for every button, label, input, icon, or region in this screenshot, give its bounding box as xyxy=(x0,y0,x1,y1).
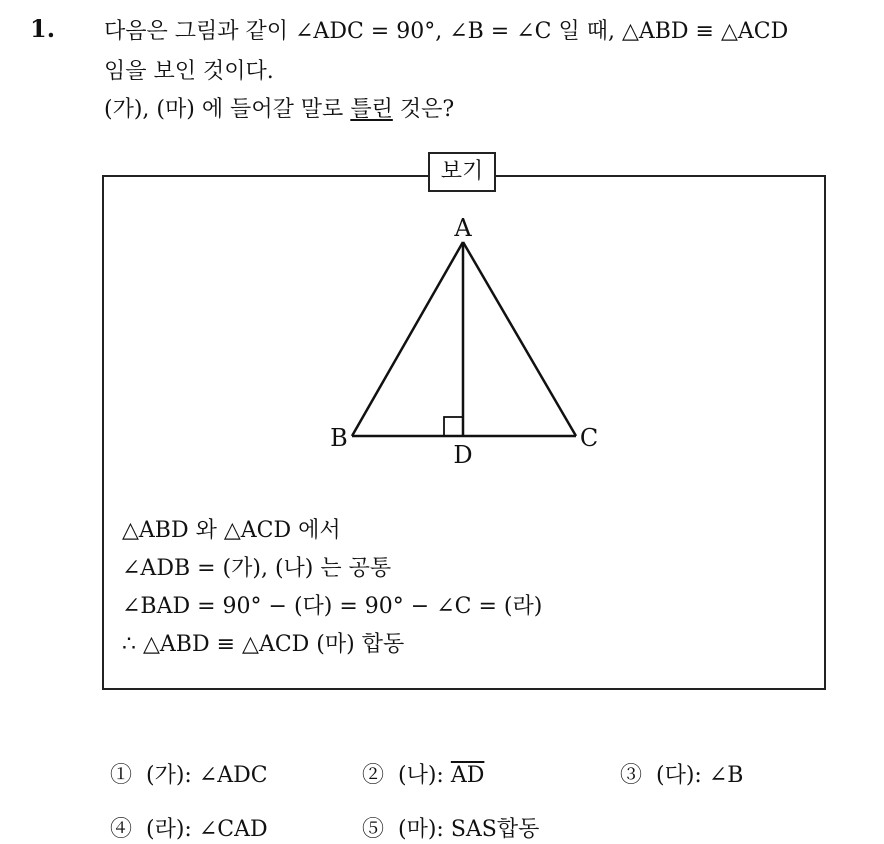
question-text-line-1: 다음은 그림과 같이 ∠ADC = 90°, ∠B = ∠C 일 때, △ABD ≡ △ACD xyxy=(104,19,789,44)
question-text-line-3-end: 것은? xyxy=(392,97,455,122)
choice-1-text: (가): ∠ADC xyxy=(146,763,268,788)
choice-4-marker: ④ xyxy=(110,817,133,842)
proof-line-1: △ABD 와 △ACD 에서 xyxy=(122,518,341,543)
choice-1-marker: ① xyxy=(110,763,133,788)
point-c-label: C xyxy=(579,424,599,452)
choice-5[interactable] xyxy=(362,812,539,843)
choice-1[interactable] xyxy=(110,758,268,789)
choice-3-marker: ③ xyxy=(620,763,643,788)
choice-5-marker: ⑤ xyxy=(362,817,385,842)
choice-4[interactable] xyxy=(110,812,268,843)
point-d-label: D xyxy=(453,441,473,469)
proof-line-2: ∠ADB = (가), (나) 는 공통 xyxy=(122,556,392,581)
question-text-line-2: 임을 보인 것이다. xyxy=(104,59,274,84)
right-angle-mark xyxy=(444,417,463,436)
example-box-title: 보기 xyxy=(428,152,496,192)
choice-5-text: (마): SAS합동 xyxy=(398,817,540,842)
point-a-label: A xyxy=(454,214,472,242)
choice-2-text: (나): xyxy=(398,763,451,788)
question-text-line-3-start: (가), (마) 에 들어갈 말로 xyxy=(104,97,351,122)
side-ab xyxy=(352,242,463,436)
choice-2-marker: ② xyxy=(362,763,385,788)
proof-line-4: ∴ △ABD ≡ △ACD (마) 합동 xyxy=(122,632,405,657)
choice-3-text: (다): ∠B xyxy=(656,763,744,788)
choice-2[interactable] xyxy=(362,758,484,789)
segment-ad-overlined: $\overline{AD}$ xyxy=(450,763,485,788)
choice-4-text: (라): ∠CAD xyxy=(146,817,268,842)
question-number: 1. xyxy=(30,14,56,43)
side-ac xyxy=(463,242,576,436)
proof-line-3: ∠BAD = 90° − (다) = 90° − ∠C = (라) xyxy=(122,594,543,619)
underlined-word: 틀린 xyxy=(350,97,393,122)
choice-3[interactable] xyxy=(620,758,743,789)
point-b-label: B xyxy=(330,424,348,452)
